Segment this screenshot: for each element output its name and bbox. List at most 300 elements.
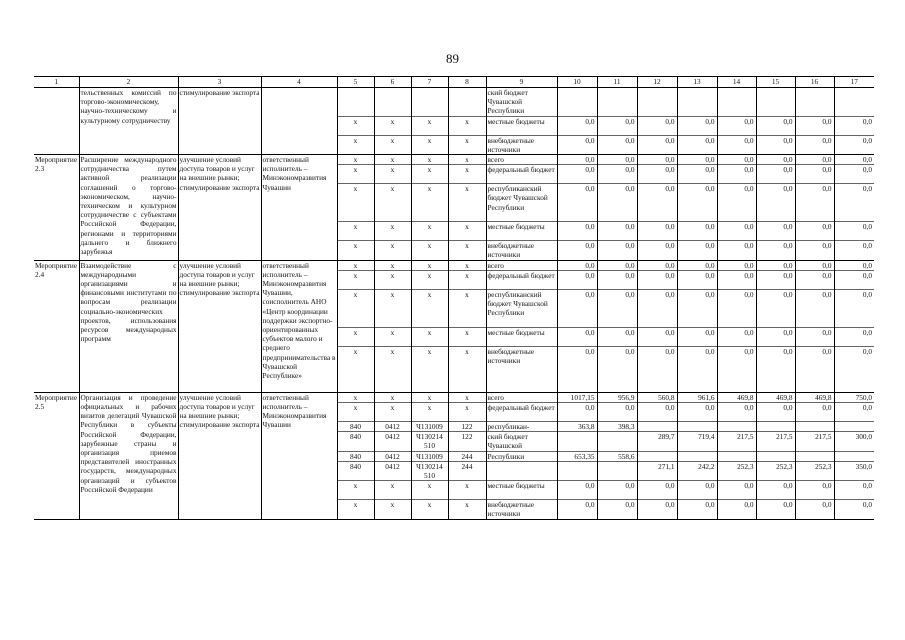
measure-executor: ответственный исполнитель – Минэкономразвития Чувашии bbox=[261, 392, 337, 519]
budget-code-cell: x bbox=[374, 327, 411, 346]
value-cell: 0,0 bbox=[717, 184, 756, 222]
budget-code-cell: x bbox=[448, 270, 486, 289]
value-cell: 0,0 bbox=[756, 165, 795, 184]
measure-name: Взаимодействие с международными организациями и финансовыми институтами по вопросам реализации социально-экономических проектов, использования ресурсов международных программ bbox=[79, 260, 178, 392]
value-cell: 0,0 bbox=[756, 500, 795, 519]
budget-code-cell: x bbox=[448, 403, 486, 422]
value-cell: 0,0 bbox=[834, 500, 874, 519]
value-cell: 0,0 bbox=[795, 222, 834, 241]
measure-name: Расширение международного сотрудничества путем активной реализации соглашений о торгово-экономическом, научно-техническом и культурном сотрудничестве с субъектами Российской Федерации, регионами и территориями дальнего и ближнего зарубежья bbox=[79, 155, 178, 261]
value-cell: 0,0 bbox=[557, 327, 597, 346]
value-cell: 0,0 bbox=[637, 500, 677, 519]
value-cell: 961,6 bbox=[677, 392, 717, 402]
table-row bbox=[34, 88, 874, 117]
value-cell: 0,0 bbox=[557, 184, 597, 222]
budget-code-cell: x bbox=[448, 481, 486, 500]
page-number: 89 bbox=[446, 51, 459, 66]
budget-code-cell: x bbox=[411, 481, 448, 500]
budget-code-cell: x bbox=[448, 155, 486, 165]
funding-source: всего bbox=[486, 392, 557, 402]
budget-code-cell bbox=[374, 88, 411, 117]
budget-code-cell: Ч130214 510 bbox=[411, 432, 448, 451]
value-cell: 0,0 bbox=[557, 403, 597, 422]
value-cell: 0,0 bbox=[717, 135, 756, 154]
value-cell bbox=[677, 422, 717, 432]
budget-code-cell: x bbox=[411, 500, 448, 519]
measure-name: Организация и проведение официальных и рабочих визитов делегаций Чувашской Республики в субъекты Российской Федерации, зарубежные страны и организация приемов представителей иностранных государств, международных организаций и субъектов Российской Федерации bbox=[79, 392, 178, 519]
funding-source: республиканский бюджет Чувашской Республики bbox=[486, 184, 557, 222]
budget-code-cell: x bbox=[411, 346, 448, 392]
value-cell: 0,0 bbox=[637, 116, 677, 135]
value-cell bbox=[834, 451, 874, 461]
value-cell: 653,35 bbox=[557, 451, 597, 461]
funding-source: ский бюджет Чувашской Республики bbox=[486, 88, 557, 117]
value-cell: 0,0 bbox=[677, 403, 717, 422]
funding-source: всего bbox=[486, 260, 557, 270]
value-cell: 0,0 bbox=[834, 241, 874, 260]
value-cell: 0,0 bbox=[795, 155, 834, 165]
value-cell: 0,0 bbox=[597, 135, 637, 154]
budget-code-cell: x bbox=[337, 116, 374, 135]
budget-code-cell bbox=[411, 88, 448, 117]
value-cell: 0,0 bbox=[834, 222, 874, 241]
budget-code-cell: x bbox=[337, 346, 374, 392]
value-cell: 300,0 bbox=[834, 432, 874, 451]
value-cell: 0,0 bbox=[717, 116, 756, 135]
budget-code-cell: 0412 bbox=[374, 461, 411, 480]
funding-source: республикан- bbox=[486, 422, 557, 432]
value-cell: 0,0 bbox=[717, 260, 756, 270]
funding-source: Республики bbox=[486, 451, 557, 461]
value-cell: 0,0 bbox=[557, 346, 597, 392]
column-header: 7 bbox=[411, 77, 448, 88]
value-cell: 0,0 bbox=[795, 116, 834, 135]
column-header: 12 bbox=[637, 77, 677, 88]
value-cell: 252,3 bbox=[717, 461, 756, 480]
value-cell: 0,0 bbox=[795, 500, 834, 519]
column-header: 17 bbox=[834, 77, 874, 88]
column-number-row bbox=[34, 77, 874, 88]
value-cell bbox=[637, 451, 677, 461]
value-cell: 0,0 bbox=[557, 135, 597, 154]
budget-code-cell: x bbox=[411, 184, 448, 222]
value-cell: 0,0 bbox=[677, 155, 717, 165]
budget-code-cell: Ч131009 bbox=[411, 422, 448, 432]
value-cell bbox=[557, 461, 597, 480]
value-cell bbox=[677, 88, 717, 117]
value-cell: 0,0 bbox=[677, 289, 717, 327]
budget-code-cell: 244 bbox=[448, 451, 486, 461]
value-cell bbox=[557, 88, 597, 117]
column-header: 6 bbox=[374, 77, 411, 88]
budget-code-cell: x bbox=[337, 135, 374, 154]
value-cell: 0,0 bbox=[637, 270, 677, 289]
value-cell bbox=[677, 451, 717, 461]
value-cell: 719,4 bbox=[677, 432, 717, 451]
budget-code-cell: x bbox=[337, 165, 374, 184]
funding-source: местные бюджеты bbox=[486, 327, 557, 346]
value-cell: 0,0 bbox=[717, 346, 756, 392]
value-cell: 0,0 bbox=[677, 481, 717, 500]
column-header: 13 bbox=[677, 77, 717, 88]
value-cell: 0,0 bbox=[637, 222, 677, 241]
value-cell: 217,5 bbox=[756, 432, 795, 451]
measure-number: Мероприятие 2.3 bbox=[34, 155, 79, 261]
budget-code-cell: x bbox=[374, 403, 411, 422]
value-cell: 0,0 bbox=[597, 241, 637, 260]
budget-code-cell: x bbox=[374, 270, 411, 289]
budget-code-cell: x bbox=[337, 289, 374, 327]
value-cell: 0,0 bbox=[756, 222, 795, 241]
budget-code-cell: 0412 bbox=[374, 432, 411, 451]
value-cell: 0,0 bbox=[717, 165, 756, 184]
value-cell: 363,8 bbox=[557, 422, 597, 432]
table-row bbox=[34, 155, 874, 165]
budget-code-cell bbox=[448, 88, 486, 117]
funding-source: местные бюджеты bbox=[486, 116, 557, 135]
value-cell: 0,0 bbox=[677, 135, 717, 154]
funding-source bbox=[486, 461, 557, 480]
budget-code-cell: 0412 bbox=[374, 451, 411, 461]
funding-source: местные бюджеты bbox=[486, 481, 557, 500]
column-header: 5 bbox=[337, 77, 374, 88]
funding-source: ский бюджет Чувашской bbox=[486, 432, 557, 451]
budget-code-cell: x bbox=[411, 392, 448, 402]
value-cell: 0,0 bbox=[677, 241, 717, 260]
value-cell: 0,0 bbox=[756, 270, 795, 289]
value-cell: 0,0 bbox=[834, 135, 874, 154]
value-cell: 0,0 bbox=[557, 155, 597, 165]
budget-code-cell: x bbox=[374, 500, 411, 519]
value-cell: 0,0 bbox=[795, 260, 834, 270]
budget-code-cell: x bbox=[374, 260, 411, 270]
budget-code-cell bbox=[337, 88, 374, 117]
value-cell: 0,0 bbox=[637, 165, 677, 184]
value-cell: 0,0 bbox=[795, 184, 834, 222]
budget-code-cell: x bbox=[374, 165, 411, 184]
measure-result: улучшение условий доступа товаров и услуг на внешние рынки; стимулирование экспорта bbox=[178, 260, 261, 392]
budget-code-cell: x bbox=[411, 165, 448, 184]
budget-code-cell: x bbox=[448, 289, 486, 327]
funding-source: внебюджетные источники bbox=[486, 346, 557, 392]
value-cell: 0,0 bbox=[834, 165, 874, 184]
budget-code-cell: x bbox=[411, 403, 448, 422]
value-cell: 0,0 bbox=[717, 403, 756, 422]
column-header: 2 bbox=[79, 77, 178, 88]
value-cell: 0,0 bbox=[637, 403, 677, 422]
budget-code-cell: x bbox=[448, 241, 486, 260]
value-cell: 0,0 bbox=[677, 270, 717, 289]
value-cell: 0,0 bbox=[756, 116, 795, 135]
value-cell: 0,0 bbox=[597, 289, 637, 327]
value-cell: 0,0 bbox=[717, 481, 756, 500]
value-cell: 0,0 bbox=[795, 289, 834, 327]
value-cell: 0,0 bbox=[795, 327, 834, 346]
measure-number bbox=[34, 88, 79, 155]
budget-code-cell: x bbox=[337, 270, 374, 289]
value-cell: 469,8 bbox=[756, 392, 795, 402]
budget-code-cell: 122 bbox=[448, 422, 486, 432]
value-cell: 0,0 bbox=[677, 222, 717, 241]
measure-name: тельственных комиссий по торгово-экономическому, научно-техническому и культурному сотрудничеству bbox=[79, 88, 178, 155]
budget-code-cell: x bbox=[448, 392, 486, 402]
value-cell: 0,0 bbox=[677, 165, 717, 184]
funding-source: республиканский бюджет Чувашской Республики bbox=[486, 289, 557, 327]
value-cell: 217,5 bbox=[795, 432, 834, 451]
funding-source: внебюджетные источники bbox=[486, 135, 557, 154]
value-cell: 0,0 bbox=[756, 481, 795, 500]
table-body bbox=[34, 88, 874, 520]
value-cell: 0,0 bbox=[597, 165, 637, 184]
budget-code-cell: x bbox=[411, 222, 448, 241]
value-cell: 0,0 bbox=[795, 135, 834, 154]
budget-code-cell: x bbox=[374, 481, 411, 500]
value-cell: 0,0 bbox=[637, 184, 677, 222]
budget-code-cell: x bbox=[411, 327, 448, 346]
value-cell: 0,0 bbox=[557, 270, 597, 289]
measure-number: Мероприятие 2.4 bbox=[34, 260, 79, 392]
value-cell: 0,0 bbox=[597, 222, 637, 241]
value-cell: 0,0 bbox=[756, 346, 795, 392]
budget-code-cell: x bbox=[448, 184, 486, 222]
value-cell: 0,0 bbox=[756, 403, 795, 422]
value-cell: 0,0 bbox=[597, 500, 637, 519]
value-cell: 0,0 bbox=[795, 270, 834, 289]
value-cell: 0,0 bbox=[717, 270, 756, 289]
budget-code-cell: x bbox=[411, 260, 448, 270]
value-cell: 750,0 bbox=[834, 392, 874, 402]
budget-code-cell: x bbox=[374, 346, 411, 392]
value-cell: 0,0 bbox=[756, 135, 795, 154]
measure-executor bbox=[261, 88, 337, 155]
column-header: 11 bbox=[597, 77, 637, 88]
value-cell: 0,0 bbox=[557, 222, 597, 241]
value-cell: 0,0 bbox=[597, 116, 637, 135]
measure-result: стимулирование экспорта bbox=[178, 88, 261, 155]
budget-code-cell: 840 bbox=[337, 422, 374, 432]
value-cell: 469,8 bbox=[717, 392, 756, 402]
value-cell: 0,0 bbox=[677, 116, 717, 135]
value-cell: 0,0 bbox=[756, 289, 795, 327]
measure-number: Мероприятие 2.5 bbox=[34, 392, 79, 519]
value-cell: 289,7 bbox=[637, 432, 677, 451]
value-cell: 0,0 bbox=[834, 270, 874, 289]
value-cell: 252,3 bbox=[756, 461, 795, 480]
column-header: 15 bbox=[756, 77, 795, 88]
value-cell: 0,0 bbox=[557, 289, 597, 327]
column-header: 16 bbox=[795, 77, 834, 88]
budget-code-cell: x bbox=[337, 260, 374, 270]
value-cell: 0,0 bbox=[557, 260, 597, 270]
value-cell bbox=[756, 422, 795, 432]
budget-code-cell: x bbox=[337, 184, 374, 222]
value-cell: 0,0 bbox=[597, 403, 637, 422]
budget-code-cell: x bbox=[337, 155, 374, 165]
value-cell: 0,0 bbox=[597, 155, 637, 165]
value-cell: 0,0 bbox=[597, 260, 637, 270]
value-cell: 0,0 bbox=[557, 116, 597, 135]
value-cell bbox=[597, 461, 637, 480]
value-cell bbox=[834, 88, 874, 117]
budget-code-cell: x bbox=[374, 241, 411, 260]
program-table bbox=[34, 76, 874, 520]
budget-code-cell: x bbox=[448, 346, 486, 392]
budget-code-cell: x bbox=[374, 222, 411, 241]
budget-code-cell: 244 bbox=[448, 461, 486, 480]
value-cell: 1017,15 bbox=[557, 392, 597, 402]
column-header: 1 bbox=[34, 77, 79, 88]
value-cell: 0,0 bbox=[717, 327, 756, 346]
budget-code-cell: 0412 bbox=[374, 422, 411, 432]
value-cell: 0,0 bbox=[557, 165, 597, 184]
value-cell: 0,0 bbox=[756, 327, 795, 346]
budget-code-cell: 840 bbox=[337, 432, 374, 451]
budget-code-cell: x bbox=[374, 155, 411, 165]
value-cell bbox=[557, 432, 597, 451]
budget-code-cell: x bbox=[448, 116, 486, 135]
budget-code-cell: x bbox=[374, 392, 411, 402]
value-cell: 0,0 bbox=[795, 403, 834, 422]
column-header: 9 bbox=[486, 77, 557, 88]
budget-code-cell: x bbox=[411, 241, 448, 260]
column-header: 4 bbox=[261, 77, 337, 88]
value-cell bbox=[597, 432, 637, 451]
value-cell: 0,0 bbox=[717, 241, 756, 260]
value-cell bbox=[717, 88, 756, 117]
value-cell: 0,0 bbox=[637, 346, 677, 392]
measure-result: улучшение условий доступа товаров и услуг на внешние рынки; стимулирование экспорта bbox=[178, 392, 261, 519]
value-cell: 252,3 bbox=[795, 461, 834, 480]
value-cell bbox=[756, 451, 795, 461]
budget-code-cell: x bbox=[411, 155, 448, 165]
value-cell: 0,0 bbox=[717, 222, 756, 241]
budget-code-cell: x bbox=[411, 116, 448, 135]
funding-source: федеральный бюджет bbox=[486, 270, 557, 289]
value-cell: 242,2 bbox=[677, 461, 717, 480]
budget-code-cell: x bbox=[337, 403, 374, 422]
budget-code-cell: x bbox=[337, 500, 374, 519]
value-cell bbox=[756, 88, 795, 117]
value-cell: 0,0 bbox=[834, 260, 874, 270]
value-cell: 0,0 bbox=[834, 184, 874, 222]
budget-code-cell: x bbox=[374, 116, 411, 135]
value-cell: 0,0 bbox=[557, 481, 597, 500]
value-cell: 560,8 bbox=[637, 392, 677, 402]
value-cell: 0,0 bbox=[834, 155, 874, 165]
value-cell: 217,5 bbox=[717, 432, 756, 451]
value-cell: 0,0 bbox=[637, 241, 677, 260]
value-cell: 0,0 bbox=[637, 327, 677, 346]
value-cell: 0,0 bbox=[557, 500, 597, 519]
measure-result: улучшение условий доступа товаров и услуг на внешние рынки; стимулирование экспорта bbox=[178, 155, 261, 261]
value-cell: 350,0 bbox=[834, 461, 874, 480]
value-cell: 0,0 bbox=[677, 184, 717, 222]
value-cell: 0,0 bbox=[756, 155, 795, 165]
value-cell: 558,6 bbox=[597, 451, 637, 461]
table-row bbox=[34, 260, 874, 270]
measure-executor: ответственный исполнитель – Минэкономразвития Чувашии, соисполнитель АНО «Центр координации поддержки экспортно-ориентированных субъектов малого и среднего предпринимательства в Чувашской Республике» bbox=[261, 260, 337, 392]
budget-code-cell: x bbox=[411, 270, 448, 289]
value-cell bbox=[637, 88, 677, 117]
value-cell: 0,0 bbox=[834, 403, 874, 422]
value-cell: 271,1 bbox=[637, 461, 677, 480]
value-cell: 0,0 bbox=[717, 155, 756, 165]
budget-code-cell: x bbox=[337, 327, 374, 346]
value-cell: 0,0 bbox=[557, 241, 597, 260]
column-header: 14 bbox=[717, 77, 756, 88]
budget-code-cell: x bbox=[337, 481, 374, 500]
value-cell: 0,0 bbox=[795, 481, 834, 500]
value-cell: 0,0 bbox=[637, 135, 677, 154]
value-cell: 0,0 bbox=[795, 241, 834, 260]
value-cell bbox=[795, 451, 834, 461]
column-header: 10 bbox=[557, 77, 597, 88]
budget-code-cell: x bbox=[411, 135, 448, 154]
value-cell: 0,0 bbox=[717, 500, 756, 519]
value-cell: 0,0 bbox=[597, 184, 637, 222]
budget-code-cell: 840 bbox=[337, 461, 374, 480]
budget-code-cell: x bbox=[337, 222, 374, 241]
funding-source: всего bbox=[486, 155, 557, 165]
value-cell: 469,8 bbox=[795, 392, 834, 402]
value-cell bbox=[597, 88, 637, 117]
value-cell: 0,0 bbox=[677, 327, 717, 346]
value-cell: 0,0 bbox=[717, 289, 756, 327]
funding-source: внебюджетные источники bbox=[486, 241, 557, 260]
value-cell: 0,0 bbox=[834, 289, 874, 327]
budget-code-cell: x bbox=[448, 165, 486, 184]
value-cell bbox=[637, 422, 677, 432]
value-cell: 0,0 bbox=[597, 346, 637, 392]
value-cell bbox=[834, 422, 874, 432]
value-cell bbox=[717, 451, 756, 461]
value-cell: 398,3 bbox=[597, 422, 637, 432]
column-header: 8 bbox=[448, 77, 486, 88]
budget-code-cell: x bbox=[448, 222, 486, 241]
value-cell: 0,0 bbox=[597, 327, 637, 346]
funding-source: местные бюджеты bbox=[486, 222, 557, 241]
budget-code-cell: x bbox=[374, 289, 411, 327]
value-cell: 0,0 bbox=[756, 184, 795, 222]
budget-code-cell: x bbox=[411, 289, 448, 327]
value-cell bbox=[795, 422, 834, 432]
budget-code-cell: x bbox=[448, 500, 486, 519]
budget-code-cell: 840 bbox=[337, 451, 374, 461]
value-cell: 0,0 bbox=[834, 327, 874, 346]
budget-code-cell: Ч131009 bbox=[411, 451, 448, 461]
value-cell bbox=[795, 88, 834, 117]
value-cell: 0,0 bbox=[597, 270, 637, 289]
value-cell: 0,0 bbox=[756, 260, 795, 270]
value-cell: 0,0 bbox=[637, 155, 677, 165]
budget-code-cell: x bbox=[448, 260, 486, 270]
funding-source: федеральный бюджет bbox=[486, 403, 557, 422]
budget-code-cell: x bbox=[448, 135, 486, 154]
value-cell: 0,0 bbox=[795, 165, 834, 184]
value-cell: 0,0 bbox=[637, 289, 677, 327]
budget-code-cell: x bbox=[374, 184, 411, 222]
value-cell: 0,0 bbox=[677, 346, 717, 392]
budget-code-cell: x bbox=[337, 241, 374, 260]
value-cell: 0,0 bbox=[637, 481, 677, 500]
value-cell: 0,0 bbox=[834, 481, 874, 500]
budget-code-cell: 122 bbox=[448, 432, 486, 451]
value-cell: 0,0 bbox=[834, 116, 874, 135]
value-cell: 0,0 bbox=[597, 481, 637, 500]
value-cell: 956,9 bbox=[597, 392, 637, 402]
budget-code-cell: x bbox=[337, 392, 374, 402]
value-cell: 0,0 bbox=[834, 346, 874, 392]
